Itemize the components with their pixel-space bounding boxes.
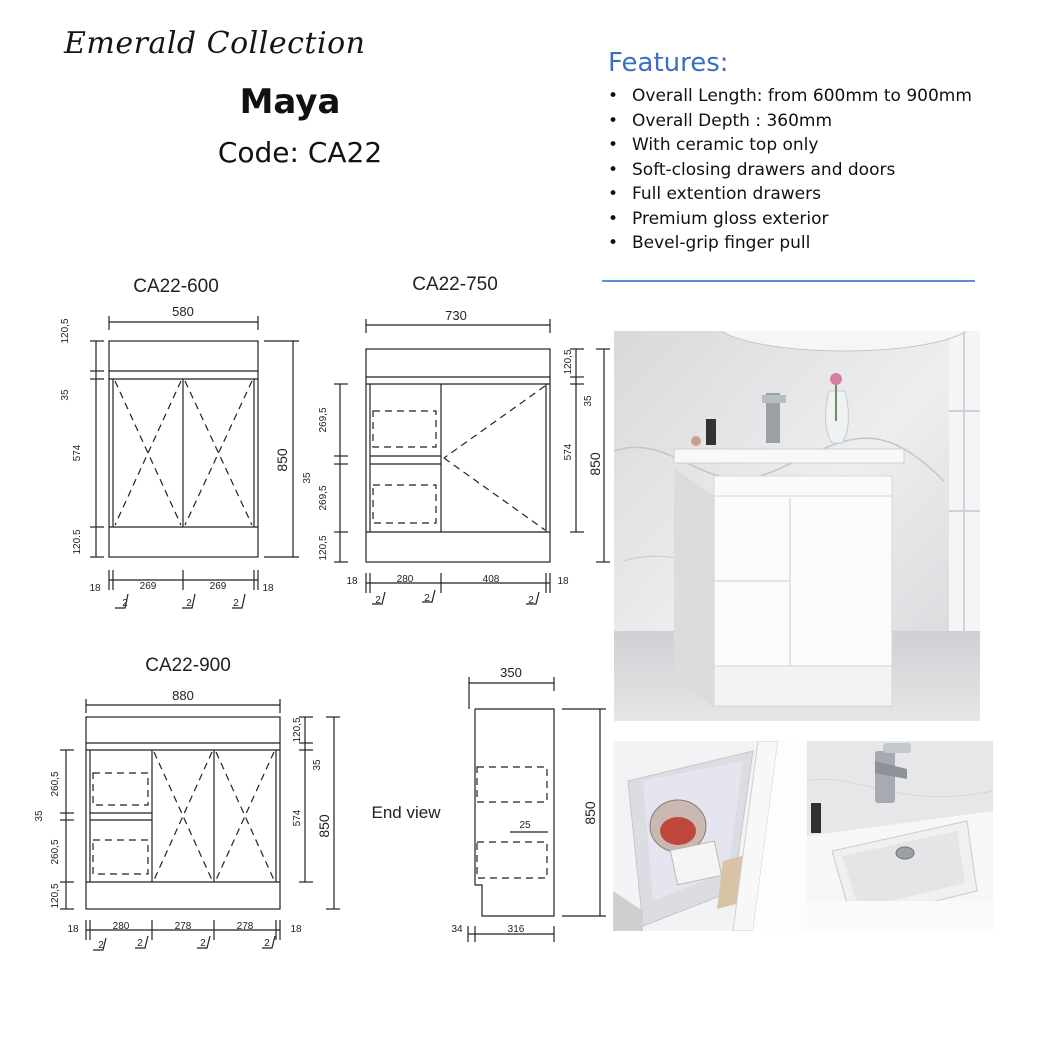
dim-drawer-gap: 35 [34,810,45,822]
dim-kick: 25 [519,820,531,831]
dim-top: 120,5 [563,349,574,375]
dim-width: 580 [172,304,194,319]
end-view-label: End view [371,803,441,822]
drawing-title-ca22-600: CA22-600 [133,276,219,297]
dim-base: 120,5 [50,883,61,909]
dim-bay-a: 280 [112,921,130,932]
dim-height: 850 [582,801,598,825]
bullet-icon: • [608,159,619,180]
drawing-title-ca22-900: CA22-900 [145,655,231,676]
dim-drawer-gap: 35 [302,472,313,484]
dim-gap-label: 2 [424,593,430,604]
product-name: Maya [239,82,341,122]
dim-gap-label: 2 [528,595,534,606]
dim-bay-c: 278 [236,921,254,932]
drawing-ca22-600 [90,316,299,608]
dim-gap: 35 [312,759,323,771]
bullet-icon: • [608,135,619,155]
dim-gap-label: 2 [137,938,143,949]
dim-bay-a: 269 [139,581,157,592]
product-code: Code: CA22 [217,136,383,169]
dim-door: 574 [292,809,303,827]
product-photo-drawer [613,741,807,931]
dim-height: 850 [316,814,332,838]
product-photo-vanity [614,331,980,721]
product-photo-basin [807,741,993,931]
dim-gap-label: 2 [98,940,104,951]
drawing-title-ca22-750: CA22-750 [412,274,498,295]
dim-top: 120,5 [60,318,71,344]
dim-depth: 350 [500,665,522,680]
brand-logo: Emerald Collection [64,26,366,61]
dim-gap-label: 2 [375,595,381,606]
dim-gap-label: 2 [233,598,239,609]
bullet-icon: • [608,184,619,204]
feature-text: Premium gloss exterior [632,208,829,229]
features-heading: Features: [608,48,729,78]
dim-end-b: 316 [507,924,525,935]
dim-gap-label: 2 [264,938,270,949]
dim-bay-b: 408 [482,574,500,585]
bullet-icon: • [608,110,619,131]
dim-width: 730 [445,308,467,323]
feature-text: Bevel-grip finger pull [632,233,811,253]
dim-bay-a: 280 [396,574,414,585]
dim-side-left: 18 [89,583,101,594]
dim-gap: 35 [60,389,71,401]
dim-gap-label: 2 [200,938,206,949]
dim-bay-b: 278 [174,921,192,932]
dim-gap-label: 2 [122,598,128,609]
bullet-icon: • [608,208,619,229]
dim-side-right: 18 [557,576,569,587]
dim-side-right: 18 [262,583,274,594]
feature-text: Soft-closing drawers and doors [632,159,896,180]
dim-width: 880 [172,688,194,703]
dim-drawer-1: 260,5 [50,771,61,797]
dim-end-a: 34 [451,924,463,935]
dim-side-left: 18 [67,924,79,935]
dim-bay-b: 269 [209,581,227,592]
feature-text: With ceramic top only [632,135,819,155]
dim-drawer-2: 260,5 [50,839,61,865]
bullet-icon: • [608,86,619,106]
feature-text: Full extention drawers [632,184,821,204]
dim-side-left: 18 [346,576,358,587]
dim-height: 850 [587,452,603,476]
feature-text: Overall Length: from 600mm to 900mm [632,86,972,106]
dim-door: 574 [72,444,83,462]
dim-base: 120,5 [318,535,329,561]
bullet-icon: • [608,233,619,253]
dim-gap: 35 [583,395,594,407]
dim-top: 120,5 [292,717,303,743]
dim-height: 850 [274,448,290,472]
feature-text: Overall Depth : 360mm [632,110,833,131]
dim-gap-label: 2 [186,598,192,609]
dim-door: 574 [563,443,574,461]
dim-side-right: 18 [290,924,302,935]
dim-drawer-2: 269,5 [318,485,329,511]
dim-base: 120.5 [72,529,83,555]
dim-drawer-1: 269,5 [318,407,329,433]
